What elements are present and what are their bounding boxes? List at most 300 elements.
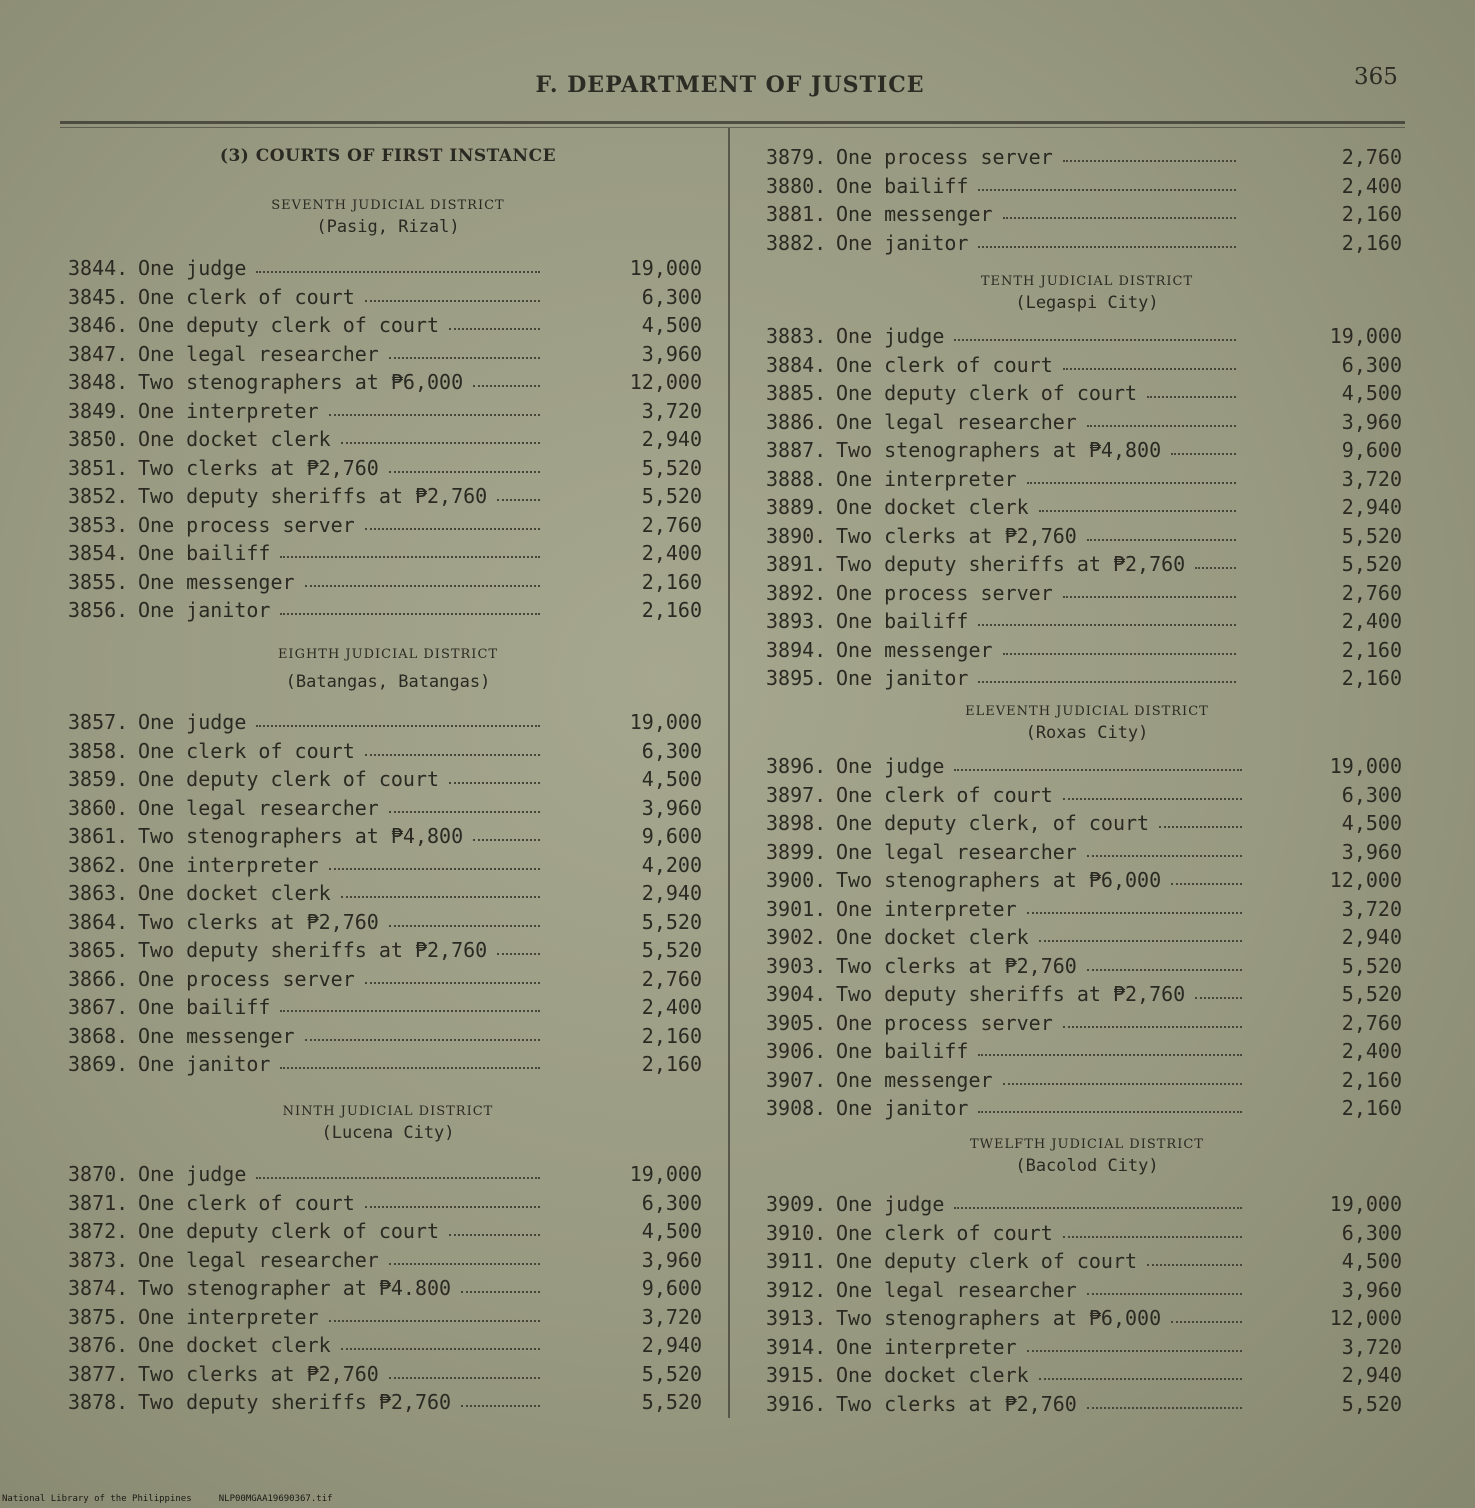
- line-item-number: 3908.: [766, 1096, 827, 1120]
- dot-leader: [1087, 969, 1242, 971]
- line-item-description: One docket clerk: [836, 1363, 1029, 1387]
- line-item-description: Two stenographers at ₱6,000: [138, 370, 464, 394]
- line-item-description: One deputy clerk of court: [138, 767, 440, 791]
- line-item-number: 3916.: [766, 1391, 827, 1416]
- district-items-eighth: [68, 708, 708, 1079]
- line-item: [68, 765, 708, 794]
- line-item: [766, 1094, 1408, 1123]
- line-item-description: One clerk of court: [138, 738, 355, 763]
- line-item-number: 3866.: [68, 966, 129, 991]
- dot-leader: [280, 1067, 540, 1069]
- dot-leader: [1063, 1026, 1242, 1028]
- line-item-description: One docket clerk: [836, 925, 1029, 949]
- line-item-description: One interpreter: [836, 1334, 1017, 1359]
- line-item-amount: 2,160: [641, 1052, 702, 1076]
- line-item-amount: 2,760: [1341, 145, 1402, 169]
- line-item-amount: 4,500: [1341, 811, 1402, 835]
- line-item-amount: 6,300: [1341, 1220, 1402, 1245]
- line-item-amount: 4,500: [641, 767, 702, 791]
- line-item: [766, 952, 1408, 981]
- dot-leader: [256, 1177, 540, 1179]
- line-item-description: One process server: [836, 145, 1053, 169]
- dot-leader: [341, 1348, 540, 1350]
- line-item-number: 3874.: [68, 1276, 129, 1300]
- line-item-number: 3885.: [766, 381, 827, 405]
- line-item-description: One legal researcher: [836, 409, 1077, 434]
- line-item-amount: 5,520: [641, 938, 702, 962]
- dot-leader: [1003, 1083, 1242, 1085]
- district-header-twelfth: [766, 1135, 1408, 1177]
- dot-leader: [1039, 940, 1242, 942]
- dot-leader: [1063, 1236, 1242, 1238]
- line-item-number: 3880.: [766, 173, 827, 198]
- line-item-amount: 3,960: [1341, 409, 1402, 434]
- district-location: (Roxas City): [1025, 723, 1149, 743]
- line-item: [766, 229, 1408, 258]
- line-item-description: One judge: [138, 256, 247, 280]
- line-item-amount: 2,160: [1341, 230, 1402, 255]
- line-item-amount: 3,720: [1341, 1334, 1402, 1359]
- line-item-amount: 19,000: [629, 1162, 702, 1186]
- line-item-number: 3846.: [68, 313, 129, 337]
- line-item-description: Two deputy sheriffs ₱2,760: [138, 1390, 452, 1414]
- district-name: SEVENTH JUDICIAL DISTRICT: [271, 198, 505, 213]
- line-item-amount: 2,400: [1341, 609, 1402, 633]
- dot-leader: [280, 1010, 540, 1012]
- line-item-number: 3853.: [68, 512, 129, 537]
- dot-leader: [978, 681, 1236, 683]
- line-item-number: 3844.: [68, 256, 129, 280]
- line-item: [68, 1274, 708, 1303]
- district-location: (Legaspi City): [1015, 293, 1159, 313]
- line-item-amount: 19,000: [629, 710, 702, 734]
- line-item: [766, 143, 1408, 172]
- line-item-number: 3897.: [766, 782, 827, 807]
- line-item-number: 3872.: [68, 1219, 129, 1243]
- line-item-description: One bailiff: [836, 173, 969, 198]
- dot-leader: [305, 585, 540, 587]
- line-item-amount: 3,960: [1341, 839, 1402, 864]
- line-item-amount: 2,400: [1341, 173, 1402, 198]
- line-item-number: 3884.: [766, 352, 827, 377]
- dot-leader: [461, 1291, 540, 1293]
- line-item: [766, 781, 1408, 810]
- line-item: [766, 1190, 1408, 1219]
- district-name: NINTH JUDICIAL DISTRICT: [282, 1104, 494, 1119]
- line-item-description: One deputy clerk of court: [138, 1219, 440, 1243]
- line-item-amount: 3,720: [1341, 466, 1402, 491]
- line-item: [68, 1189, 708, 1218]
- line-item-number: 3915.: [766, 1363, 827, 1387]
- line-item-description: One interpreter: [836, 466, 1017, 491]
- dot-leader: [341, 896, 540, 898]
- line-item-number: 3892.: [766, 580, 827, 605]
- district-header-tenth: [766, 272, 1408, 314]
- line-item-description: Two clerks at ₱2,760: [138, 1361, 379, 1386]
- line-item-description: One interpreter: [836, 896, 1017, 921]
- line-item-description: One docket clerk: [138, 1333, 331, 1357]
- line-item-amount: 2,160: [641, 598, 702, 622]
- line-item: [766, 1247, 1408, 1276]
- line-item-description: One judge: [836, 1192, 945, 1216]
- line-item-amount: 2,940: [641, 1333, 702, 1357]
- line-item-description: One janitor: [836, 230, 969, 255]
- dot-leader: [978, 624, 1236, 626]
- line-item-amount: 2,400: [1341, 1039, 1402, 1063]
- line-item-number: 3863.: [68, 881, 129, 905]
- line-item-amount: 19,000: [629, 256, 702, 280]
- dot-leader: [461, 1405, 540, 1407]
- line-item: [68, 1160, 708, 1189]
- line-item: [68, 1217, 708, 1246]
- line-item-amount: 2,760: [641, 966, 702, 991]
- dot-leader: [365, 982, 540, 984]
- line-item-description: One messenger: [138, 1023, 295, 1048]
- dot-leader: [329, 868, 540, 870]
- line-item-description: One janitor: [138, 1052, 271, 1076]
- line-item-number: 3893.: [766, 609, 827, 633]
- line-item-description: One deputy clerk of court: [836, 381, 1138, 405]
- line-item-number: 3860.: [68, 795, 129, 820]
- line-item-amount: 3,720: [1341, 896, 1402, 921]
- line-item-amount: 3,960: [641, 341, 702, 366]
- line-item-amount: 5,520: [641, 1390, 702, 1414]
- line-item: [766, 436, 1408, 465]
- line-item-description: One process server: [836, 1010, 1053, 1035]
- line-item-number: 3889.: [766, 495, 827, 519]
- page-title: F. DEPARTMENT OF JUSTICE: [535, 72, 925, 98]
- line-item: [766, 607, 1408, 636]
- dot-leader: [365, 300, 540, 302]
- line-item-number: 3855.: [68, 569, 129, 594]
- line-item-description: Two deputy sheriffs at ₱2,760: [138, 938, 488, 962]
- line-item-amount: 19,000: [1329, 1192, 1402, 1216]
- line-item-number: 3870.: [68, 1162, 129, 1186]
- line-item-description: One judge: [138, 1162, 247, 1186]
- dot-leader: [978, 246, 1236, 248]
- district-header-ninth: [68, 1102, 708, 1144]
- line-item-amount: 5,520: [641, 1361, 702, 1386]
- dot-leader: [449, 1234, 540, 1236]
- line-item-number: 3888.: [766, 466, 827, 491]
- line-item: [766, 1066, 1408, 1095]
- line-item-amount: 12,000: [1329, 1306, 1402, 1330]
- line-item-description: One interpreter: [138, 852, 319, 877]
- scan-footer: National Library of the Philippines NLP00MGAA19690367.tif: [2, 1494, 333, 1504]
- line-item-number: 3852.: [68, 484, 129, 508]
- line-item-number: 3887.: [766, 438, 827, 462]
- dot-leader: [497, 499, 540, 501]
- line-item: [766, 1276, 1408, 1305]
- line-item-description: One process server: [138, 512, 355, 537]
- dot-leader: [1039, 1378, 1242, 1380]
- line-item-description: One interpreter: [138, 1304, 319, 1329]
- line-item-amount: 4,500: [641, 313, 702, 337]
- district-name: TWELFTH JUDICIAL DISTRICT: [970, 1137, 1204, 1152]
- district-location: (Bacolod City): [1015, 1156, 1159, 1176]
- line-item: [766, 1304, 1408, 1333]
- line-item-amount: 2,160: [641, 1023, 702, 1048]
- line-item: [766, 1390, 1408, 1419]
- line-item-number: 3886.: [766, 409, 827, 434]
- line-item-number: 3879.: [766, 145, 827, 169]
- line-item: [766, 550, 1408, 579]
- line-item: [68, 1388, 708, 1417]
- dot-leader: [449, 328, 540, 330]
- line-item-amount: 3,720: [641, 398, 702, 423]
- line-item-description: One clerk of court: [138, 1190, 355, 1215]
- dot-leader: [1063, 160, 1236, 162]
- line-item-description: One deputy clerk of court: [138, 313, 440, 337]
- line-item-number: 3883.: [766, 324, 827, 348]
- line-item-number: 3868.: [68, 1023, 129, 1048]
- dot-leader: [389, 925, 540, 927]
- line-item-number: 3862.: [68, 852, 129, 877]
- line-item-number: 3850.: [68, 427, 129, 451]
- district-name: TENTH JUDICIAL DISTRICT: [980, 274, 1194, 289]
- line-item-amount: 2,160: [1341, 202, 1402, 226]
- line-item-number: 3906.: [766, 1039, 827, 1063]
- line-item: [766, 923, 1408, 952]
- line-item: [68, 879, 708, 908]
- line-item-number: 3876.: [68, 1333, 129, 1357]
- dot-leader: [341, 442, 540, 444]
- line-item: [766, 579, 1408, 608]
- line-item-number: 3877.: [68, 1361, 129, 1386]
- line-item: [766, 322, 1408, 351]
- line-item: [766, 664, 1408, 693]
- line-item-description: One process server: [138, 966, 355, 991]
- line-item-description: One bailiff: [836, 1039, 969, 1063]
- dot-leader: [1171, 453, 1236, 455]
- line-item: [68, 1331, 708, 1360]
- dot-leader: [280, 613, 540, 615]
- district-items-tenth: [766, 322, 1408, 693]
- dot-leader: [1087, 855, 1242, 857]
- dot-leader: [1195, 997, 1242, 999]
- line-item-description: One bailiff: [836, 609, 969, 633]
- line-item-description: One deputy clerk, of court: [836, 811, 1150, 835]
- district-name: ELEVENTH JUDICIAL DISTRICT: [965, 704, 1209, 719]
- line-item-number: 3865.: [68, 938, 129, 962]
- dot-leader: [1087, 1407, 1242, 1409]
- line-item: [68, 596, 708, 625]
- line-item-amount: 2,940: [1341, 1363, 1402, 1387]
- line-item-description: One judge: [138, 710, 247, 734]
- dot-leader: [389, 811, 540, 813]
- line-item: [68, 511, 708, 540]
- line-item: [68, 397, 708, 426]
- line-item-number: 3854.: [68, 541, 129, 565]
- line-item: [766, 379, 1408, 408]
- line-item-number: 3894.: [766, 637, 827, 662]
- line-item-amount: 5,520: [641, 455, 702, 480]
- line-item: [68, 568, 708, 597]
- line-item-description: One process server: [836, 580, 1053, 605]
- dot-leader: [389, 1263, 540, 1265]
- district-items-ninth-continued: [766, 143, 1408, 257]
- line-item-amount: 2,760: [1341, 1010, 1402, 1035]
- line-item-amount: 5,520: [1341, 953, 1402, 978]
- dot-leader: [449, 782, 540, 784]
- dot-leader: [1147, 396, 1236, 398]
- line-item-amount: 4,500: [1341, 381, 1402, 405]
- line-item: [68, 936, 708, 965]
- dot-leader: [305, 1039, 540, 1041]
- line-item-amount: 4,500: [641, 1219, 702, 1243]
- dot-leader: [280, 556, 540, 558]
- line-item-amount: 5,520: [641, 484, 702, 508]
- line-item-number: 3878.: [68, 1390, 129, 1414]
- line-item-description: Two clerks at ₱2,760: [836, 1391, 1077, 1416]
- line-item-number: 3895.: [766, 666, 827, 690]
- line-item-number: 3900.: [766, 868, 827, 892]
- line-item-description: Two clerks at ₱2,760: [138, 455, 379, 480]
- line-item-amount: 6,300: [641, 1190, 702, 1215]
- line-item: [766, 895, 1408, 924]
- line-item: [68, 851, 708, 880]
- line-item-description: One docket clerk: [836, 495, 1029, 519]
- district-header-eighth: [68, 645, 708, 693]
- line-item-description: One messenger: [836, 202, 993, 226]
- line-item-number: 3898.: [766, 811, 827, 835]
- line-item-number: 3910.: [766, 1220, 827, 1245]
- dot-leader: [389, 471, 540, 473]
- line-item-number: 3873.: [68, 1247, 129, 1272]
- dot-leader: [473, 839, 540, 841]
- line-item-description: One legal researcher: [836, 839, 1077, 864]
- line-item-number: 3859.: [68, 767, 129, 791]
- line-item-amount: 3,960: [641, 795, 702, 820]
- line-item-amount: 4,500: [1341, 1249, 1402, 1273]
- line-item: [68, 340, 708, 369]
- dot-leader: [329, 414, 540, 416]
- header-rule: [60, 121, 1405, 124]
- line-item: [68, 794, 708, 823]
- line-item-number: 3912.: [766, 1277, 827, 1302]
- line-item: [68, 965, 708, 994]
- line-item: [766, 493, 1408, 522]
- line-item-number: 3847.: [68, 341, 129, 366]
- dot-leader: [954, 339, 1236, 341]
- line-item-number: 3909.: [766, 1192, 827, 1216]
- dot-leader: [256, 271, 540, 273]
- dot-leader: [473, 385, 540, 387]
- line-item: [68, 283, 708, 312]
- line-item-amount: 5,520: [641, 909, 702, 934]
- line-item-amount: 5,520: [1341, 552, 1402, 576]
- line-item-description: One bailiff: [138, 995, 271, 1019]
- line-item-amount: 5,520: [1341, 523, 1402, 548]
- line-item: [766, 465, 1408, 494]
- district-items-ninth: [68, 1160, 708, 1417]
- dot-leader: [1087, 425, 1236, 427]
- line-item-number: 3890.: [766, 523, 827, 548]
- line-item: [766, 172, 1408, 201]
- line-item: [68, 1303, 708, 1332]
- line-item-number: 3858.: [68, 738, 129, 763]
- line-item-amount: 2,160: [1341, 1096, 1402, 1120]
- line-item-amount: 5,520: [1341, 1391, 1402, 1416]
- line-item-description: Two deputy sheriffs at ₱2,760: [836, 982, 1186, 1006]
- line-item-description: One docket clerk: [138, 427, 331, 451]
- line-item-amount: 2,160: [1341, 666, 1402, 690]
- line-item-description: One interpreter: [138, 398, 319, 423]
- line-item-amount: 2,160: [1341, 1067, 1402, 1092]
- line-item: [68, 311, 708, 340]
- line-item-amount: 2,400: [641, 541, 702, 565]
- line-item-description: One legal researcher: [138, 1247, 379, 1272]
- line-item-description: One clerk of court: [836, 352, 1053, 377]
- line-item-amount: 9,600: [1341, 438, 1402, 462]
- district-items-eleventh: [766, 752, 1408, 1123]
- line-item: [68, 1050, 708, 1079]
- line-item: [68, 254, 708, 283]
- dot-leader: [1027, 1350, 1242, 1352]
- dot-leader: [389, 357, 540, 359]
- line-item: [766, 200, 1408, 229]
- dot-leader: [1003, 653, 1236, 655]
- dot-leader: [1087, 539, 1236, 541]
- line-item: [68, 908, 708, 937]
- district-items-seventh: [68, 254, 708, 625]
- line-item-amount: 2,160: [641, 569, 702, 594]
- dot-leader: [365, 528, 540, 530]
- line-item: [766, 522, 1408, 551]
- line-item-description: One janitor: [138, 598, 271, 622]
- dot-leader: [1171, 1321, 1242, 1323]
- dot-leader: [978, 1111, 1242, 1113]
- line-item-amount: 2,940: [1341, 925, 1402, 949]
- line-item-number: 3851.: [68, 455, 129, 480]
- dot-leader: [954, 1207, 1242, 1209]
- line-item: [766, 980, 1408, 1009]
- line-item-description: Two stenographer at ₱4.800: [138, 1276, 452, 1300]
- line-item-number: 3864.: [68, 909, 129, 934]
- dot-leader: [1195, 567, 1236, 569]
- line-item: [766, 1361, 1408, 1390]
- line-item-amount: 2,760: [641, 512, 702, 537]
- line-item-number: 3845.: [68, 284, 129, 309]
- line-item-number: 3848.: [68, 370, 129, 394]
- line-item-number: 3856.: [68, 598, 129, 622]
- dot-leader: [1063, 798, 1242, 800]
- line-item: [766, 1219, 1408, 1248]
- district-location: (Pasig, Rizal): [316, 217, 460, 237]
- dot-leader: [256, 725, 540, 727]
- line-item-description: One legal researcher: [138, 341, 379, 366]
- line-item: [68, 1360, 708, 1389]
- section-title: (3) COURTS OF FIRST INSTANCE: [219, 146, 557, 166]
- column-divider: [728, 128, 730, 1418]
- line-item: [766, 351, 1408, 380]
- line-item-description: One legal researcher: [836, 1277, 1077, 1302]
- line-item-number: 3871.: [68, 1190, 129, 1215]
- dot-leader: [497, 953, 540, 955]
- line-item-description: One messenger: [836, 1067, 993, 1092]
- line-item-number: 3861.: [68, 824, 129, 848]
- dot-leader: [1159, 826, 1242, 828]
- dot-leader: [954, 769, 1242, 771]
- line-item-description: One judge: [836, 324, 945, 348]
- dot-leader: [329, 1320, 540, 1322]
- dot-leader: [1087, 1293, 1242, 1295]
- district-items-twelfth: [766, 1190, 1408, 1418]
- line-item-amount: 2,940: [641, 427, 702, 451]
- line-item-number: 3881.: [766, 202, 827, 226]
- line-item-amount: 6,300: [641, 738, 702, 763]
- line-item-amount: 9,600: [641, 824, 702, 848]
